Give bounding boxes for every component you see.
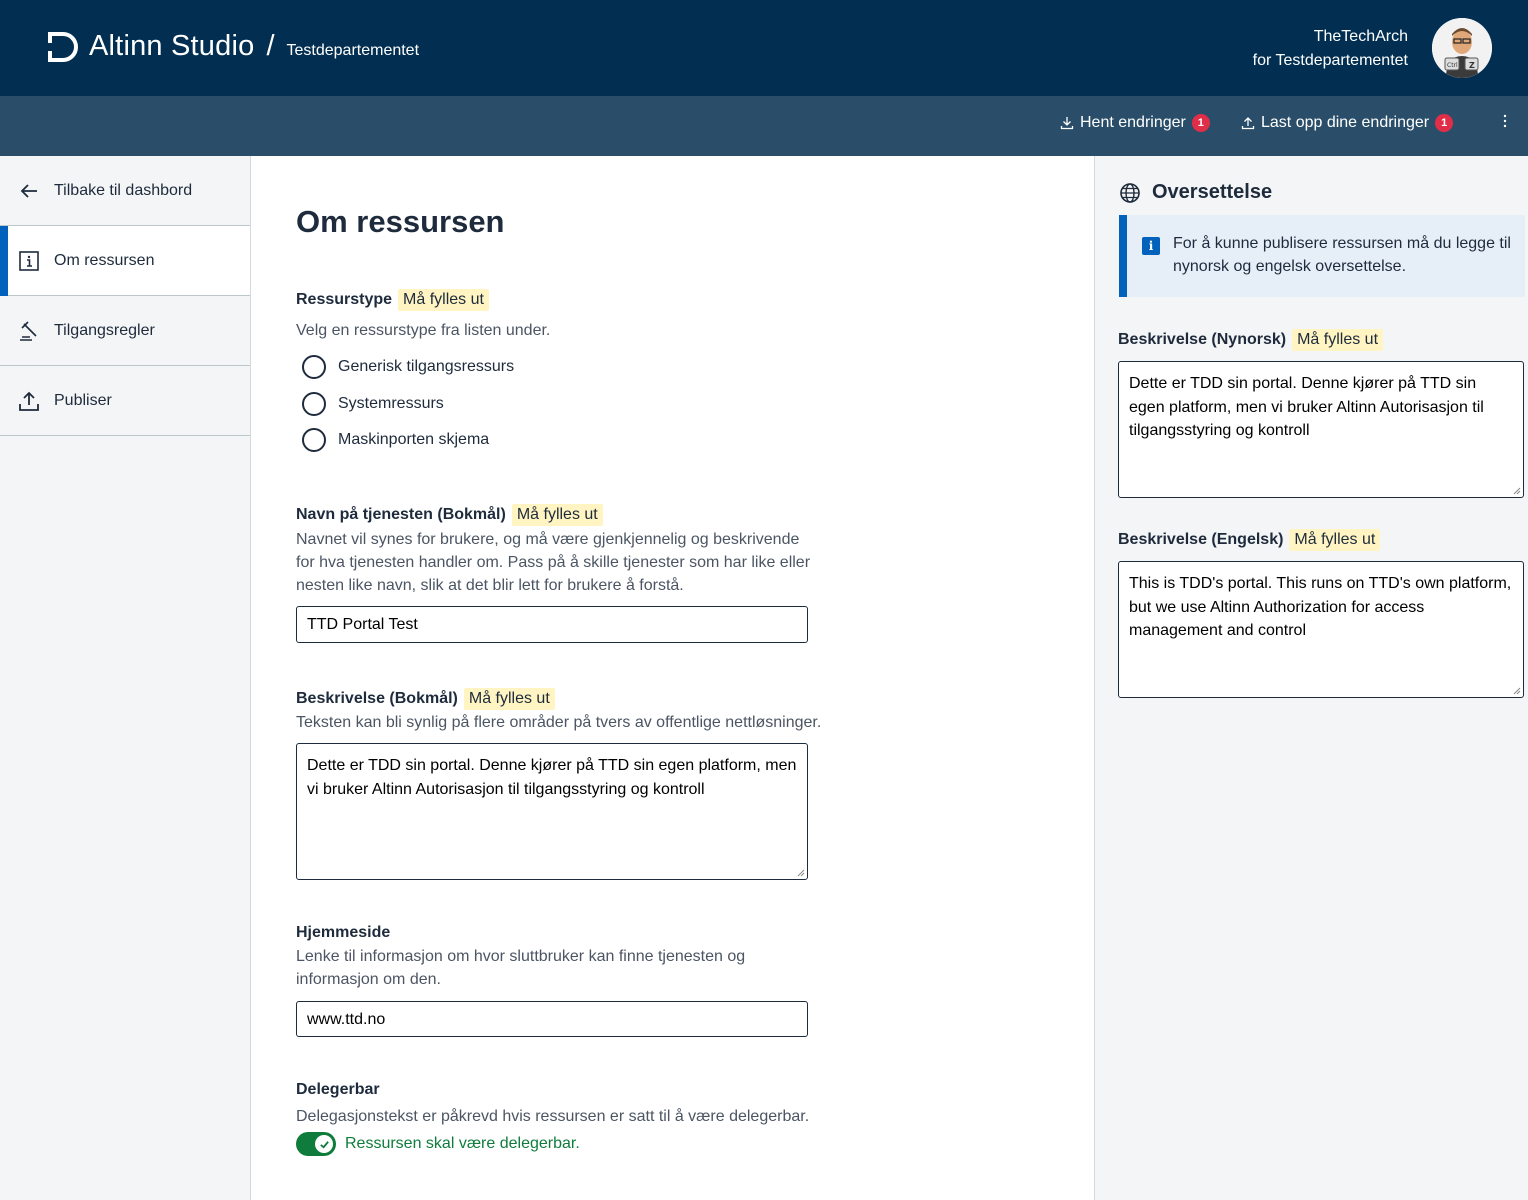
homepage-input[interactable]: [296, 1001, 808, 1037]
resource-type-description: Velg en ressurstype fra listen under.: [296, 322, 551, 339]
sidebar: [0, 156, 251, 1200]
avatar[interactable]: [1432, 18, 1492, 78]
description-nb-description: Teksten kan bli synlig på flere områder på tvers av offentlige nettløsninger.: [296, 714, 822, 731]
toggle-knob: [315, 1135, 333, 1153]
radio-generic-access-resource[interactable]: [302, 355, 514, 379]
gavel-icon: [18, 320, 40, 342]
info-icon: i: [1142, 237, 1160, 255]
required-tag: Må fylles ut: [512, 504, 603, 526]
upload-changes-label: Last opp dine endringer: [1261, 114, 1430, 131]
radio-circle[interactable]: [302, 355, 326, 379]
sidebar-item-publish[interactable]: [0, 366, 250, 436]
fetch-changes-label: Hent endringer: [1080, 114, 1186, 131]
upload-icon: [1241, 116, 1255, 130]
radio-circle[interactable]: [302, 392, 326, 416]
sidebar-item-label: Tilgangsregler: [54, 321, 155, 339]
sidebar-item-about-resource[interactable]: [0, 226, 250, 296]
svg-text:Z: Z: [1469, 61, 1475, 70]
user-name: TheTechArch: [1313, 28, 1408, 45]
page-title: Om ressursen: [296, 204, 505, 239]
info-alert: [1119, 215, 1525, 297]
description-en-value: This is TDD's portal. This runs on TTD's own platform, but we use Altinn Authorization for access management and control: [1129, 575, 1512, 639]
resize-handle-icon[interactable]: [1513, 687, 1521, 695]
translation-panel: [1094, 156, 1528, 1200]
user-org: for Testdepartementet: [1252, 52, 1408, 69]
title-separator: /: [266, 30, 275, 62]
service-name-label: [296, 504, 603, 526]
delegable-description: Delegasjonstekst er påkrevd hvis ressursen er satt til å være delegerbar.: [296, 1108, 810, 1125]
top-header: [0, 0, 1528, 96]
service-name-label-text: Navn på tjenesten (Bokmål): [296, 506, 506, 523]
avatar-icon: [1432, 18, 1492, 78]
radio-label: Generisk tilgangsressurs: [338, 358, 515, 375]
app-title: Altinn Studio: [89, 30, 255, 62]
required-tag: Må fylles ut: [1289, 529, 1380, 551]
delegable-label: [296, 1081, 380, 1099]
translation-title: [1119, 181, 1272, 204]
homepage-label: [296, 924, 390, 942]
description-nb-label-text: Beskrivelse (Bokmål): [296, 690, 458, 707]
radio-system-resource[interactable]: [302, 392, 444, 416]
svg-text:Ctrl: Ctrl: [1447, 62, 1458, 69]
required-tag: Må fylles ut: [464, 688, 555, 710]
altinn-logo-icon: [48, 32, 78, 62]
arrow-left-icon: [18, 180, 40, 202]
required-tag: Må fylles ut: [1292, 329, 1383, 351]
user-info[interactable]: [1253, 25, 1408, 73]
service-name-input[interactable]: [296, 606, 808, 643]
description-nn-label: [1118, 329, 1383, 351]
org-name: Testdepartementet: [286, 41, 420, 59]
sidebar-item-label: Tilbake til dashbord: [54, 181, 193, 199]
service-name-value: TTD Portal Test: [307, 616, 418, 633]
description-en-label-text: Beskrivelse (Engelsk): [1118, 531, 1284, 548]
radio-label: Systemressurs: [338, 395, 444, 412]
delegable-toggle[interactable]: [296, 1132, 336, 1156]
upload-changes-button[interactable]: [1241, 114, 1453, 132]
sidebar-item-access-rules[interactable]: [0, 296, 250, 366]
more-options-icon[interactable]: [1500, 114, 1510, 128]
radio-circle[interactable]: [302, 428, 326, 452]
checkmark-icon: [319, 1139, 330, 1150]
homepage-value: www.ttd.no: [307, 1011, 386, 1028]
delegable-label-text: Delegerbar: [296, 1081, 380, 1098]
altinn-studio-logo[interactable]: [48, 30, 419, 63]
info-icon: [18, 250, 40, 272]
description-nn-textarea[interactable]: [1118, 361, 1524, 498]
fetch-changes-badge: 1: [1192, 114, 1210, 132]
description-nb-value: Dette er TDD sin portal. Denne kjører på TTD sin egen platform, men vi bruker Altinn Autorisasjon til tilgangsstyring og kontroll: [307, 757, 797, 798]
description-nb-textarea[interactable]: [296, 743, 808, 880]
upload-icon: [18, 390, 40, 412]
required-tag: Må fylles ut: [398, 289, 489, 311]
homepage-label-text: Hjemmeside: [296, 924, 391, 941]
delegable-toggle-label[interactable]: Ressursen skal være delegerbar.: [345, 1135, 580, 1152]
sidebar-item-label: Publiser: [54, 391, 112, 409]
sidebar-item-label: Om ressursen: [54, 251, 155, 269]
resize-handle-icon[interactable]: [797, 869, 805, 877]
resize-handle-icon[interactable]: [1513, 487, 1521, 495]
resource-type-label-text: Ressurstype: [296, 291, 393, 308]
resource-type-label: [296, 289, 489, 311]
homepage-description: Lenke til informasjon om hvor sluttbruker kan finne tjenesten og informasjon om den.: [296, 948, 746, 988]
radio-label: Maskinporten skjema: [338, 431, 490, 448]
fetch-changes-button[interactable]: [1060, 114, 1210, 132]
translation-title-text: Oversettelse: [1152, 181, 1273, 203]
service-name-description: Navnet vil synes for brukere, og må være gjenkjennelig og beskrivende for hva tjenesten handler om. Pass på å skille tjenester som har like eller nesten like navn, slik at det blir lett for brukere å forstå.: [296, 531, 811, 594]
description-nb-label: [296, 688, 555, 710]
info-alert-text: For å kunne publisere ressursen må du legge til nynorsk og engelsk oversettelse.: [1173, 235, 1511, 275]
main-content: [251, 156, 1094, 1200]
description-en-textarea[interactable]: [1118, 561, 1524, 698]
globe-icon: [1119, 182, 1141, 204]
sync-toolbar: [0, 96, 1528, 156]
download-icon: [1060, 116, 1074, 130]
description-nn-value: Dette er TDD sin portal. Denne kjører på TTD sin egen platform, men vi bruker Altinn Autorisasjon til tilgangsstyring og kontroll: [1129, 375, 1484, 439]
upload-changes-badge: 1: [1435, 114, 1453, 132]
sidebar-item-back-to-dashboard[interactable]: [0, 156, 250, 226]
description-en-label: [1118, 529, 1380, 551]
description-nn-label-text: Beskrivelse (Nynorsk): [1118, 331, 1287, 348]
radio-maskinporten-schema[interactable]: [302, 428, 489, 452]
